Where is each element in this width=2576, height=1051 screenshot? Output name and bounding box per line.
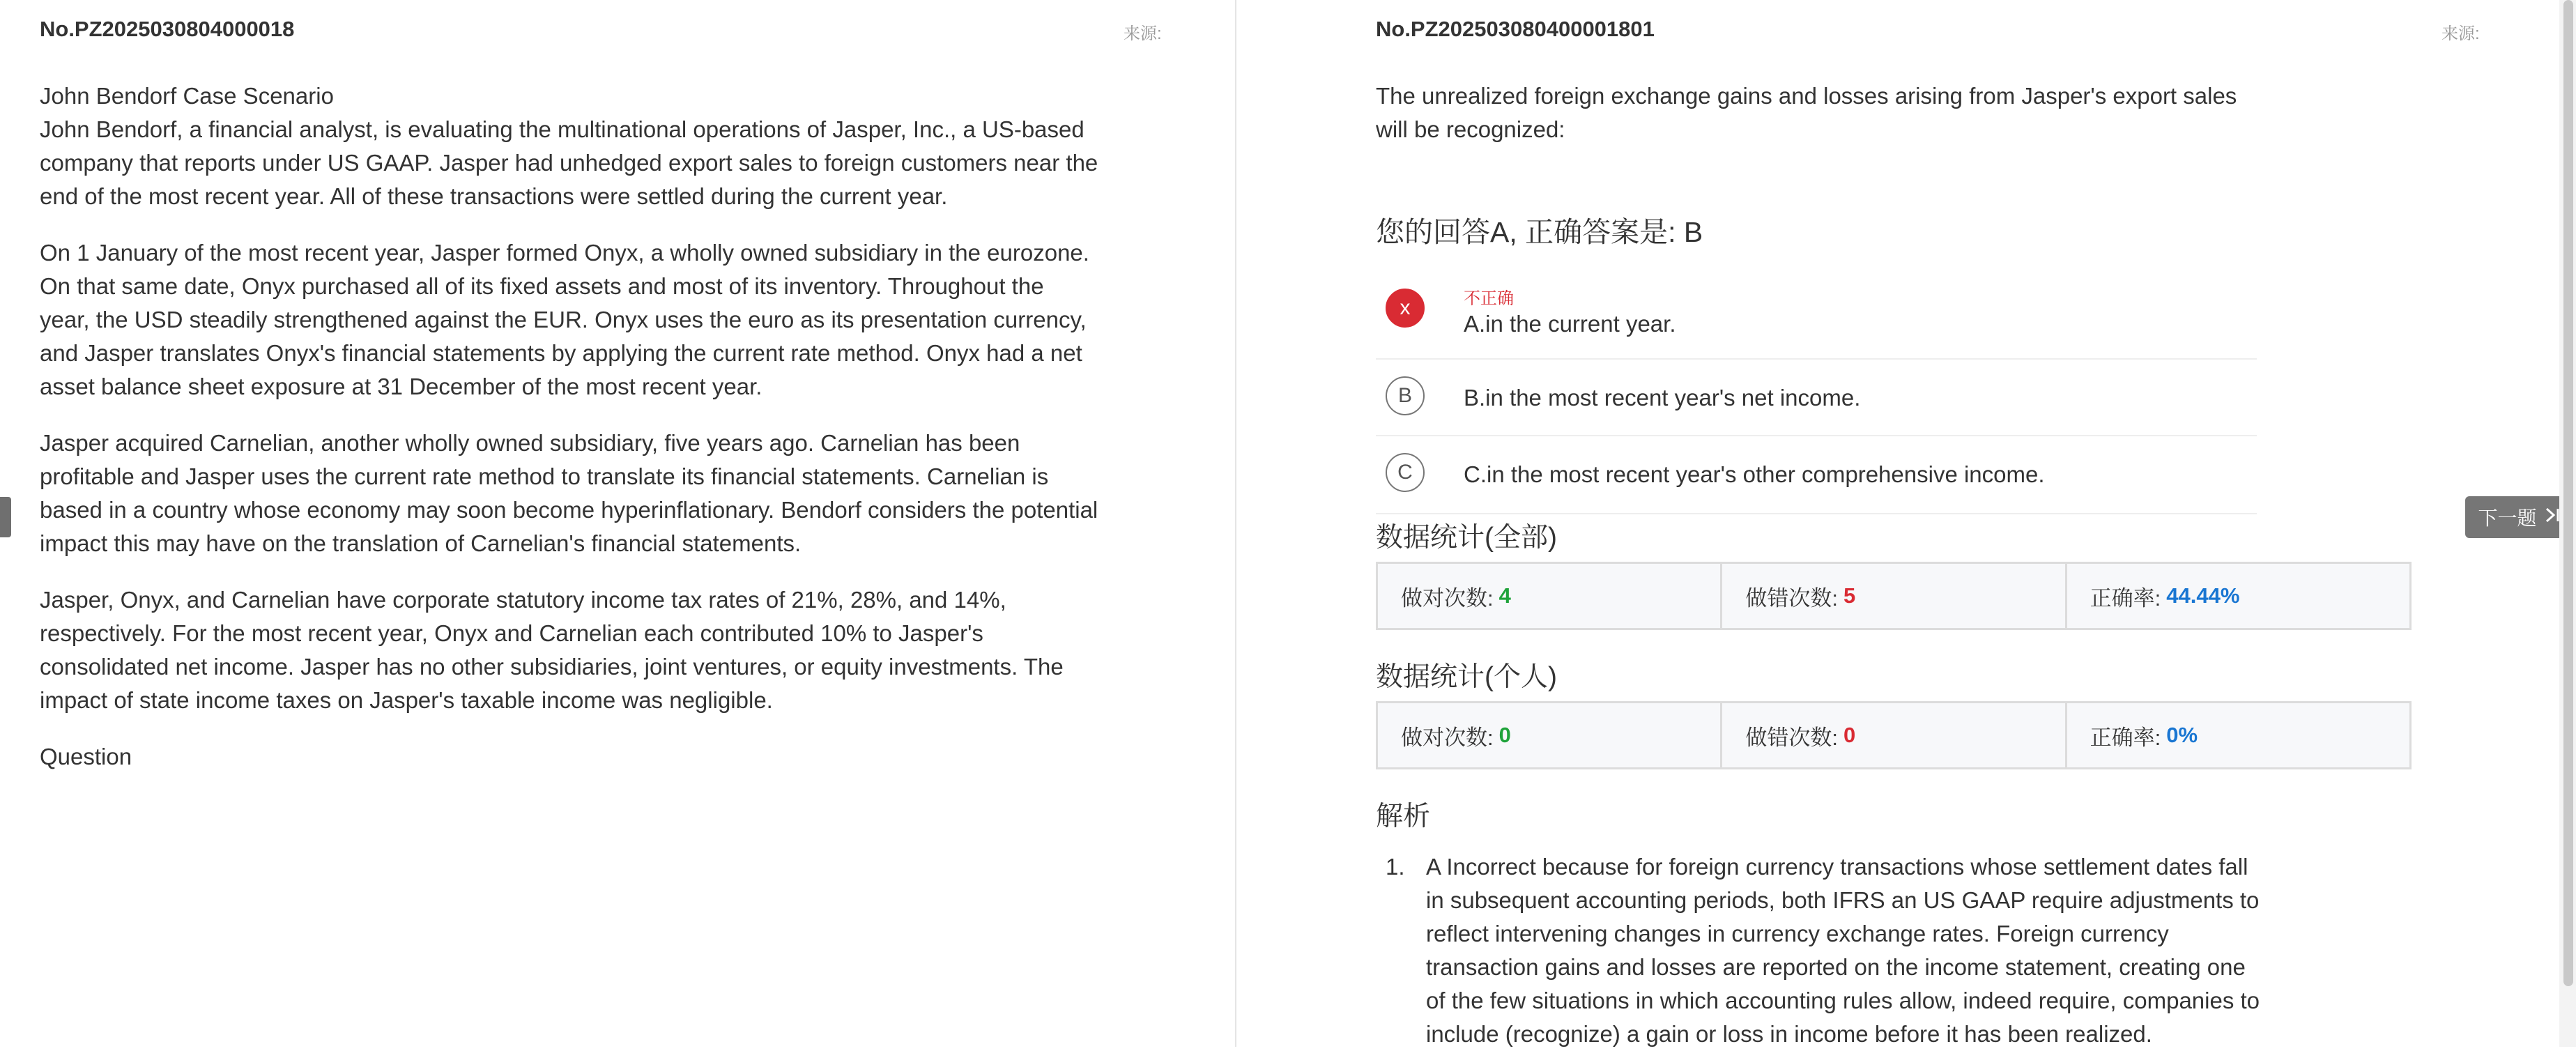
stats-personal-title: 数据统计(个人) — [1376, 662, 1557, 692]
source-label: 来源: — [2441, 24, 2480, 43]
case-pane — [0, 0, 1236, 1047]
stats-personal — [1376, 701, 2412, 769]
collapse-handle[interactable] — [0, 497, 11, 537]
analysis-title: 解析 — [1376, 801, 1431, 831]
option-text: A.in the current year. — [1464, 311, 1676, 337]
option-c[interactable] — [1376, 436, 2257, 514]
stat-rate: 正确率: 44.44% — [2090, 583, 2240, 611]
incorrect-tag: 不正确 — [1464, 289, 1514, 308]
question-label: Question — [40, 744, 132, 769]
stats-all-title: 数据统计(全部) — [1376, 523, 1557, 553]
option-a[interactable] — [1376, 277, 2257, 360]
option-letter: C — [1386, 453, 1425, 492]
analysis-item — [1376, 850, 2261, 1051]
analysis-number: 1. — [1386, 854, 1405, 880]
question-number: No.PZ202503080400001801 — [1376, 17, 1655, 41]
scrollbar-thumb[interactable] — [2563, 0, 2573, 986]
case-paragraph: Jasper, Onyx, and Carnelian have corporate statutory income tax rates of 21%, 28%, and 14%, respectively. For the most recent year, Onyx and Carnelian each contributed 10% to Jasper's consolidated net income. Jasper has no other subsidiaries, joint ventures, or equity investments. The impact of state income taxes on Jasper's taxable income was negligible. — [40, 587, 1064, 713]
next-button-label: 下一题 — [2478, 507, 2537, 529]
stat-rate: 正确率: 0% — [2090, 723, 2198, 750]
answer-result: 您的回答A, 正确答案是: B — [1376, 216, 1703, 248]
stat-correct: 做对次数: 4 — [1378, 564, 1722, 628]
question-number: No.PZ2025030804000018 — [40, 17, 295, 41]
option-letter: B — [1386, 376, 1425, 415]
question-stem: The unrealized foreign exchange gains and losses arising from Jasper's export sales will be recognized: — [1376, 83, 2237, 142]
stats-all — [1376, 562, 2412, 630]
option-text: C.in the most recent year's other comprehensive income. — [1464, 461, 2045, 487]
answer-pane — [1238, 0, 2559, 1047]
source-label: 来源: — [1124, 24, 1162, 43]
stat-wrong: 做错次数: 5 — [1722, 564, 2067, 628]
wrong-mark-icon: x — [1386, 289, 1425, 328]
case-paragraph: Jasper acquired Carnelian, another wholly owned subsidiary, five years ago. Carnelian has been profitable and Jasper uses the current rate method to translate its financial statements. Carnelian is based in a country whose economy may soon become hyperinflationary. Bendorf considers the potential impact this may have on the translation of Carnelian's financial statements. — [40, 430, 1098, 556]
analysis-text: A Incorrect because for foreign currency transactions whose settlement dates fall in subsequent accounting periods, both IFRS an US GAAP require adjustments to reflect intervening changes in currency exchange rates. Foreign currency transaction gains and losses are reported on the income statement, creating one of the few situations in which accounting rules allow, indeed require, companies to include (recognize) a gain or loss in income before it has been realized. — [1426, 854, 2260, 1047]
case-paragraph: John Bendorf, a financial analyst, is evaluating the multinational operations of Jasper, Inc., a US-based company that reports under US GAAP. Jasper had unhedged export sales to foreign customers near the end of the most recent year. All of these transactions were settled during the current year. — [40, 116, 1098, 209]
stat-wrong: 做错次数: 0 — [1722, 703, 2067, 767]
case-title: John Bendorf Case Scenario — [40, 83, 334, 109]
case-text — [40, 79, 1099, 774]
case-paragraph: On 1 January of the most recent year, Jasper formed Onyx, a wholly owned subsidiary in the eurozone. On that same date, Onyx purchased all of its fixed assets and most of its inventory. Throughout the year, the USD steadily strengthened against the EUR. Onyx uses the euro as its presentation currency, and Jasper translates Onyx's financial statements by applying the current rate method. Onyx had a net asset balance sheet exposure at 31 December of the most recent year. — [40, 240, 1089, 399]
option-b[interactable] — [1376, 360, 2257, 436]
stat-correct: 做对次数: 0 — [1378, 703, 1722, 767]
option-text: B.in the most recent year's net income. — [1464, 385, 1861, 411]
